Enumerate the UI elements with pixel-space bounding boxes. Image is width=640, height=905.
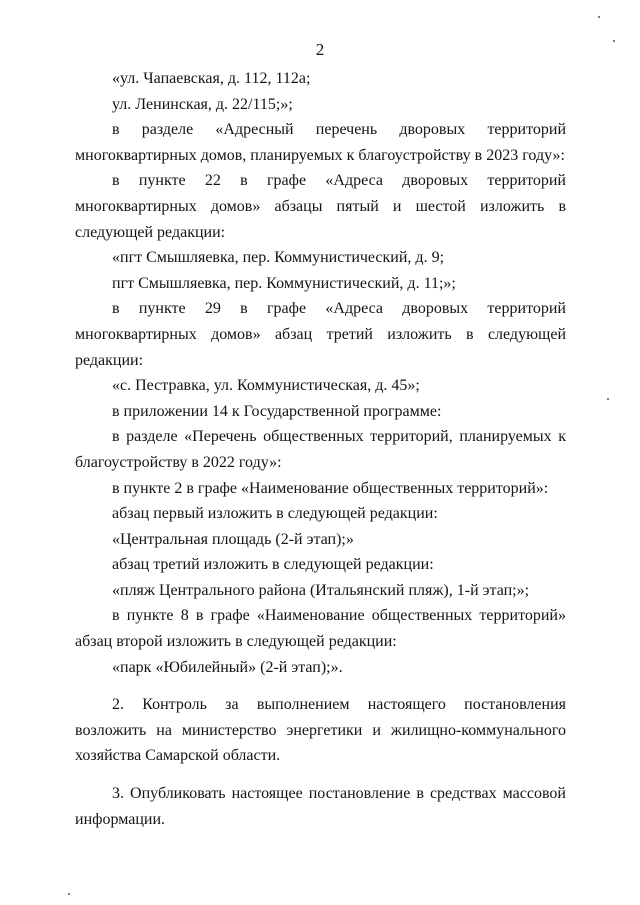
paragraph: в пункте 8 в графе «Наименование общественных территорий» абзац второй изложить в следующей редакции: (75, 607, 566, 651)
scan-speck (598, 16, 600, 18)
paragraph: «с. Пестравка, ул. Коммунистическая, д. 45»; (112, 377, 420, 395)
paragraph: в пункте 2 в графе «Наименование общественных территорий»: (112, 479, 549, 497)
document-body (75, 66, 566, 832)
scan-speck (607, 398, 609, 400)
paragraph: «пляж Центрального района (Итальянский пляж), 1-й этап;»; (112, 581, 530, 599)
paragraph: в пункте 29 в графе «Адреса дворовых территорий многоквартирных домов» абзац третий изложить в следующей редакции: (75, 300, 566, 369)
paragraph: в приложении 14 к Государственной программе: (112, 402, 442, 420)
paragraph: в пункте 22 в графе «Адреса дворовых территорий многоквартирных домов» абзацы пятый и шестой изложить в следующей редакции: (75, 172, 566, 241)
paragraph: ул. Ленинская, д. 22/115;»; (112, 95, 293, 113)
paragraph: «Центральная площадь (2-й этап);» (112, 530, 354, 548)
paragraph: «пгт Смышляевка, пер. Коммунистический, д. 9; (112, 249, 445, 267)
paragraph: абзац первый изложить в следующей редакции: (112, 505, 438, 523)
paragraph: в разделе «Перечень общественных территорий, планируемых к благоустройству в 2022 году»: (75, 428, 566, 471)
paragraph: 3. Опубликовать настоящее постановление в средствах массовой информации. (75, 785, 566, 828)
paragraph: пгт Смышляевка, пер. Коммунистический, д. 11;»; (112, 274, 456, 292)
paragraph: «ул. Чапаевская, д. 112, 112а; (112, 70, 311, 87)
scan-speck (613, 40, 615, 42)
paragraph: абзац третий изложить в следующей редакции: (112, 556, 434, 574)
scan-speck (68, 893, 70, 895)
paragraph: 2. Контроль за выполнением настоящего постановления возложить на министерство энергетики и жилищно-коммунального хозяйства Самарской области. (75, 696, 566, 765)
paragraph: «парк «Юбилейный» (2-й этап);». (112, 658, 343, 676)
paragraph: в разделе «Адресный перечень дворовых территорий многоквартирных домов, планируемых к благоустройству в 2023 году»: (75, 121, 566, 164)
page-number: 2 (315, 40, 325, 59)
